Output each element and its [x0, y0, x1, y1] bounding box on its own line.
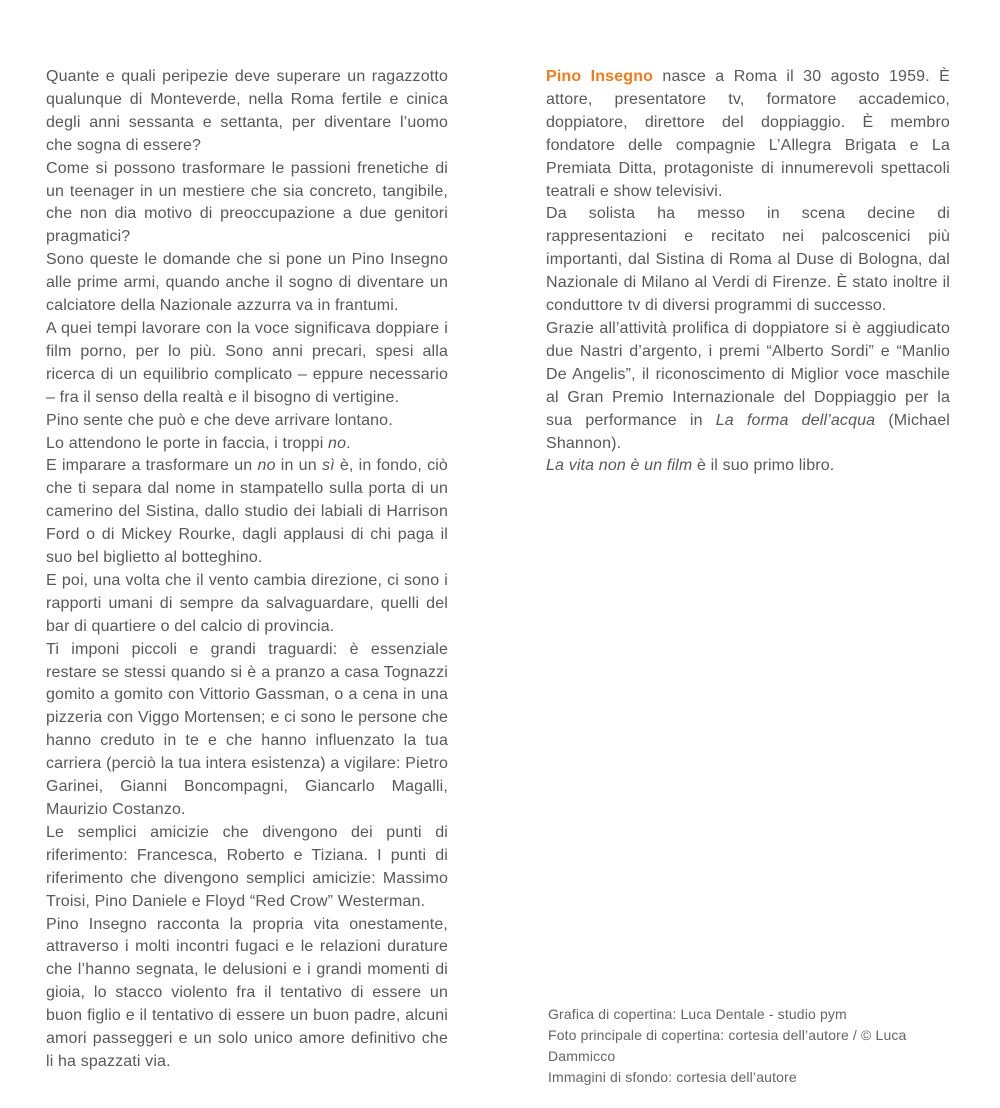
- author-name-highlight: Pino Insegno: [546, 68, 654, 85]
- paragraph: [46, 66, 448, 158]
- italic-text: no: [328, 434, 347, 452]
- credit-line: Immagini di sfondo: cortesia dell’autore: [548, 1069, 797, 1085]
- paragraph: [46, 433, 448, 456]
- text-run: Ti imponi piccoli e grandi traguardi: è essenziale restare se stessi quando si è a pranzo a casa Tognazzi gomito a gomito con Vittorio Gassman, o a cena in una pizzeria con Viggo Mortensen; e ci sono le persone che hanno creduto in te e che hanno influenzato la tua carriera (perciò la tua intera esistenza) a vigilare: Pietro Garinei, Gianni Boncompagni, Giancarlo Magalli, Maurizio Costanzo.: [46, 640, 448, 818]
- italic-text: no: [257, 457, 276, 475]
- paragraph: [546, 455, 950, 478]
- text-run: Sono queste le domande che si pone un Pino Insegno alle prime armi, quando anche il sogno di diventare un calciatore della Nazionale azzurra va in frantumi.: [46, 251, 448, 315]
- italic-text: sì: [321, 457, 335, 475]
- text-run: Pino sente che può e che deve arrivare lontano.: [46, 411, 393, 429]
- left-column: [46, 66, 448, 1074]
- credit-line: Grafica di copertina: Luca Dentale - studio pym: [548, 1006, 847, 1022]
- paragraph: [546, 318, 950, 455]
- text-run: Da solista ha messo in scena decine di rappresentazioni e recitato nei palcoscenici più importanti, dal Sistina di Roma al Duse di Bologna, dal Nazionale di Milano al Verdi di Firenze. È stato inoltre il conduttore tv di diversi programmi di successo.: [546, 205, 950, 315]
- text-run: E poi, una volta che il vento cambia direzione, ci sono i rapporti umani di sempre da salvaguardare, quelli del bar di quartiere o del calcio di provincia.: [46, 571, 448, 635]
- italic-text: La forma dell’acqua: [715, 411, 876, 429]
- paragraph: [46, 249, 448, 318]
- text-run: Lo attendono le porte in faccia, i troppi: [46, 434, 329, 452]
- text-run: in un: [275, 457, 322, 475]
- right-column: [546, 66, 950, 478]
- text-run: Quante e quali peripezie deve superare un ragazzotto qualunque di Monteverde, nella Roma fertile e cinica degli anni sessanta e settanta, per diventare l’uomo che sogna di essere?: [46, 68, 448, 154]
- paragraph: [46, 639, 448, 822]
- paragraph: [46, 455, 448, 570]
- text-run: nasce a Roma il 30 agosto 1959. È attore, presentatore tv, formatore accademico, doppiatore, direttore del doppiaggio. È membro fondatore delle compagnie L’Allegra Brigata e La Premiata Ditta, protagoniste di innumerevoli spettacoli teatrali e show televisivi.: [546, 68, 950, 200]
- paragraph: [546, 203, 950, 318]
- paragraph: [46, 570, 448, 639]
- credit-line: Foto principale di copertina: cortesia dell’autore / © Luca Dammicco: [548, 1027, 907, 1064]
- text-run: A quei tempi lavorare con la voce significava doppiare i film porno, per lo più. Sono anni precari, spesi alla ricerca di un equilibrio complicato – eppure necessario – fra il senso della realtà e il bisogno di vertigine.: [46, 319, 448, 406]
- credits-block: [548, 1004, 968, 1088]
- text-run: è il suo primo libro.: [692, 457, 835, 475]
- italic-text: La vita non è un film: [546, 457, 693, 475]
- text-run: Grazie all’attività prolifica di doppiatore si è aggiudicato due Nastri d’argento, i premi “Alberto Sordi” e “Manlio De Angelis”, il riconoscimento di Miglior voce maschile al Gran Premio Internazionale del Doppiaggio per la sua performance in: [546, 319, 950, 429]
- text-run: è, in fondo, ciò che ti separa dal nome in stampatello sulla porta di un camerino del Sistina, dallo studio dei labiali di Harrison Ford o di Mickey Rourke, dagli applausi di chi paga il suo bel biglietto al botteghino.: [46, 457, 448, 567]
- text-run: .: [346, 434, 351, 452]
- paragraph: [46, 822, 448, 914]
- author-bio: [546, 66, 950, 478]
- text-run: Le semplici amicizie che divengono dei punti di riferimento: Francesca, Roberto e Tiziana. I punti di riferimento che divengono semplici amicizie: Massimo Troisi, Pino Daniele e Floyd “Red Crow” Westerman.: [46, 823, 448, 910]
- text-run: (Michael Shannon).: [546, 411, 950, 452]
- paragraph: [546, 66, 950, 203]
- paragraph: [46, 318, 448, 410]
- text-run: E imparare a trasformare un: [46, 457, 258, 475]
- text-run: Come si possono trasformare le passioni frenetiche di un teenager in un mestiere che sia concreto, tangibile, che non dia motivo di preoccupazione a due genitori pragmatici?: [46, 159, 448, 246]
- paragraph: [46, 410, 448, 433]
- paragraph: [46, 158, 448, 250]
- text-run: Pino Insegno racconta la propria vita onestamente, attraverso i molti incontri fugaci e le relazioni durature che l’hanno segnata, le delusioni e i grandi momenti di gioia, lo stacco violento fra il tentativo di essere un buon figlio e il tentativo di essere un buon padre, alcuni amori passeggeri e un solo unico amore definitivo che li ha spazzati via.: [46, 915, 448, 1070]
- paragraph: [46, 914, 448, 1074]
